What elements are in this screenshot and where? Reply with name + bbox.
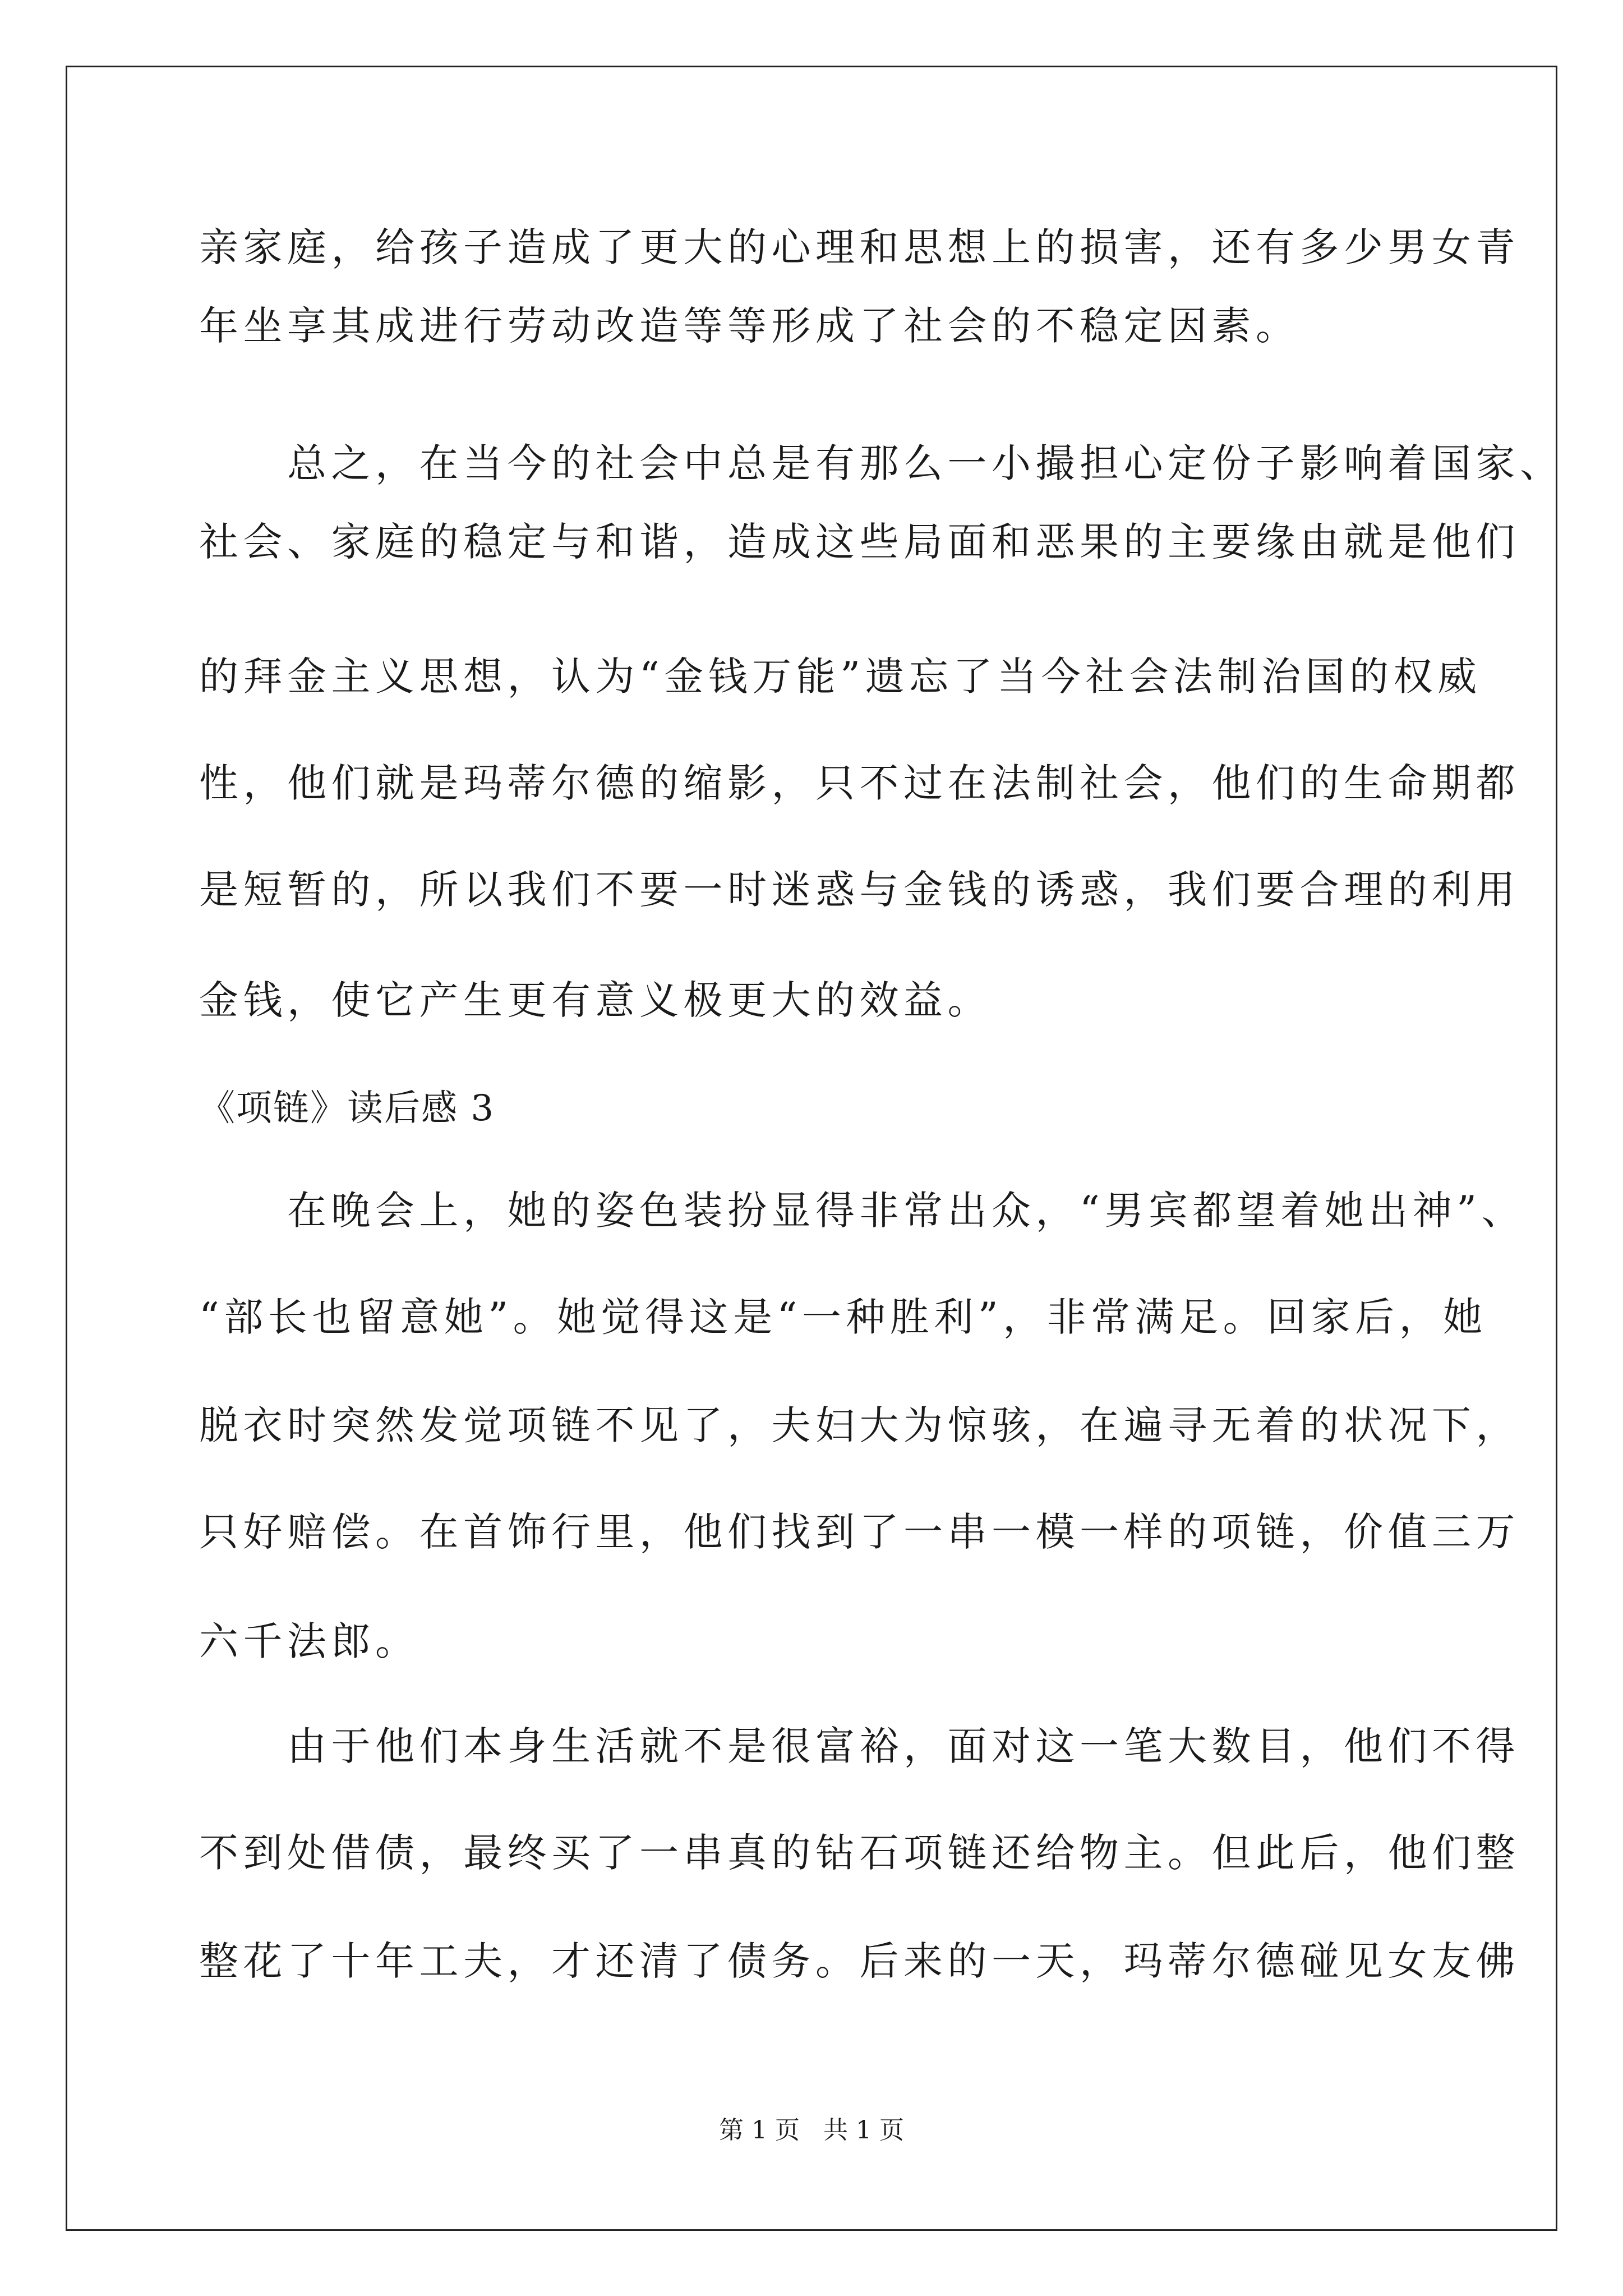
text-line: 总之，在当今的社会中总是有那么一小撮担心定份子影响着国家、 [199, 440, 1564, 486]
text-line: 年坐享其成进行劳动改造等等形成了社会的不稳定因素。 [199, 303, 1300, 349]
text-line: 不到处借债，最终买了一串真的钻石项链还给物主。但此后，他们整 [199, 1830, 1520, 1876]
page-border [66, 66, 1557, 2231]
page-footer [0, 2114, 1623, 2147]
text-line: 是短暂的，所以我们不要一时迷惑与金钱的诱惑，我们要合理的利用 [199, 867, 1520, 913]
section-heading: 《项链》读后感 3 [199, 1088, 495, 1129]
text-line: 的拜金主义思想，认为“金钱万能”遗忘了当今社会法制治国的权威 [199, 654, 1482, 700]
text-line: 社会、家庭的稳定与和谐，造成这些局面和恶果的主要缘由就是他们 [199, 519, 1520, 565]
text-line: 六千法郎。 [199, 1618, 419, 1664]
text-line: 只好赔偿。在首饰行里，他们找到了一串一模一样的项链，价值三万 [199, 1509, 1520, 1555]
text-line: 在晚会上，她的姿色装扮显得非常出众，“男宾都望着她出神”、 [199, 1188, 1526, 1234]
text-line: “部长也留意她”。她觉得这是“一种胜利”，非常满足。回家后，她 [199, 1294, 1487, 1340]
text-line: 性，他们就是玛蒂尔德的缩影，只不过在法制社会，他们的生命期都 [199, 760, 1520, 806]
text-line: 金钱，使它产生更有意义极更大的效益。 [199, 977, 992, 1023]
text-line: 亲家庭，给孩子造成了更大的心理和思想上的损害，还有多少男女青 [199, 224, 1520, 270]
text-line: 由于他们本身生活就不是很富裕，面对这一笔大数目，他们不得 [199, 1723, 1520, 1769]
text-line: 脱衣时突然发觉项链不见了，夫妇大为惊骇，在遍寻无着的状况下， [199, 1402, 1520, 1448]
page-total: 共 1 页 [823, 2116, 904, 2145]
page-number: 第 1 页 [719, 2116, 800, 2145]
text-line: 整花了十年工夫，才还清了债务。后来的一天，玛蒂尔德碰见女友佛 [199, 1938, 1520, 1984]
